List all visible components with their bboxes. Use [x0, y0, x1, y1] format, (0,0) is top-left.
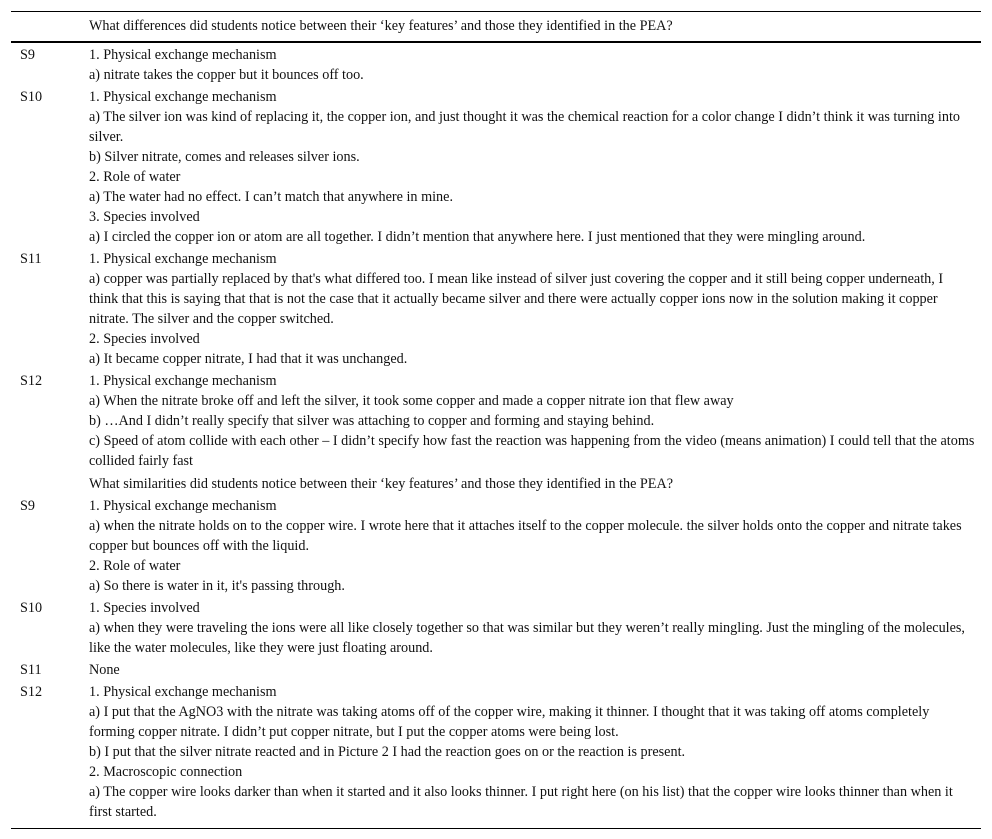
- student-id-cell: S11: [20, 251, 42, 267]
- response-line: a) when they were traveling the ions were all like closely together so that was similar but they weren’t really mingling. Just the mingling of the molecules, like the water molecules, like they were just floating around.: [89, 620, 965, 656]
- response-line: c) Speed of atom collide with each other – I didn’t specify how fast the reaction was happening from the video (means animation) I could tell that the atoms collided fairly fast: [89, 433, 975, 469]
- response-line: a) I put that the AgNO3 with the nitrate was taking atoms off of the copper wire, making it thinner. I thought that it was taking off atoms completely forming copper nitrate. I didn’t put copper nitrate, but I put the copper atoms were being lost.: [89, 704, 930, 740]
- table-body: [11, 42, 981, 829]
- section-header-row: [11, 473, 981, 496]
- response-line: 2. Macroscopic connection: [89, 764, 243, 780]
- header-cell-question: What differences did students notice between their ‘key features’ and those they identified in the PEA?: [80, 12, 981, 43]
- table-row: [11, 682, 981, 829]
- response-line: b) Silver nitrate, comes and releases silver ions.: [89, 149, 360, 165]
- response-line: 1. Physical exchange mechanism: [89, 89, 277, 105]
- response-line: 3. Species involved: [89, 209, 200, 225]
- student-id-cell: [11, 473, 80, 496]
- response-line: a) when the nitrate holds on to the copper wire. I wrote here that it attaches itself to the copper molecule. the silver holds onto the copper and nitrate takes copper but bounces off with the liquid.: [89, 518, 962, 554]
- table-row: [11, 249, 981, 371]
- response-cell: [80, 249, 981, 371]
- response-line: a) The silver ion was kind of replacing it, the copper ion, and just thought it was the chemical reaction for a color change I didn’t think it was turning into silver.: [89, 109, 960, 145]
- response-cell: [80, 371, 981, 473]
- response-line: b) I put that the silver nitrate reacted and in Picture 2 I had the reaction goes on or the reaction is present.: [89, 744, 686, 760]
- response-line: 2. Role of water: [89, 558, 181, 574]
- response-line: a) nitrate takes the copper but it bounces off too.: [89, 67, 364, 83]
- table-row: [11, 660, 981, 682]
- response-line: 2. Role of water: [89, 169, 181, 185]
- response-line: 1. Physical exchange mechanism: [89, 684, 277, 700]
- response-line: 1. Physical exchange mechanism: [89, 251, 277, 267]
- response-line: a) When the nitrate broke off and left the silver, it took some copper and made a copper nitrate ion that flew away: [89, 393, 734, 409]
- response-line: 2. Species involved: [89, 331, 200, 347]
- response-line: 1. Physical exchange mechanism: [89, 47, 277, 63]
- table-row: [11, 87, 981, 249]
- table-row: [11, 598, 981, 660]
- response-line: 1. Species involved: [89, 600, 200, 616]
- response-cell: [80, 87, 981, 249]
- student-id-cell: S9: [20, 498, 35, 514]
- table-row: [11, 371, 981, 473]
- response-line: 1. Physical exchange mechanism: [89, 498, 277, 514]
- response-cell: [80, 682, 981, 829]
- response-line: a) The copper wire looks darker than when it started and it also looks thinner. I put right here (on his list) that the copper wire looks thinner than when it first started.: [89, 784, 953, 820]
- response-line: a) So there is water in it, it's passing through.: [89, 578, 345, 594]
- response-cell: [80, 496, 981, 598]
- table-header-row: [11, 12, 981, 43]
- response-cell: [80, 598, 981, 660]
- student-id-cell: S11: [20, 662, 42, 678]
- response-cell: [80, 42, 981, 87]
- results-table-container: [11, 11, 981, 829]
- student-id-cell: S9: [20, 47, 35, 63]
- student-id-cell: S10: [20, 600, 43, 616]
- response-line: b) …And I didn’t really specify that silver was attaching to copper and forming and staying behind.: [89, 413, 655, 429]
- section-question-cell: [80, 473, 981, 496]
- header-cell-student: [11, 12, 80, 43]
- response-line: What similarities did students notice between their ‘key features’ and those they identified in the PEA?: [89, 476, 674, 492]
- student-id-cell: S12: [20, 373, 43, 389]
- response-line: a) I circled the copper ion or atom are all together. I didn’t mention that anywhere here. I just mentioned that they were mingling around.: [89, 229, 866, 245]
- response-line: a) copper was partially replaced by that's what differed too. I mean like instead of silver just covering the copper and it still being copper underneath, I think that this is saying that that is not the case that it actually became silver and there were actually copper ions now in the solution making it copper nitrate. The silver and the copper switched.: [89, 271, 944, 327]
- response-line: a) It became copper nitrate, I had that it was unchanged.: [89, 351, 408, 367]
- table-row: [11, 496, 981, 598]
- response-line: 1. Physical exchange mechanism: [89, 373, 277, 389]
- response-line: a) The water had no effect. I can’t match that anywhere in mine.: [89, 189, 453, 205]
- student-id-cell: S10: [20, 89, 43, 105]
- table-row: [11, 42, 981, 87]
- student-id-cell: S12: [11, 682, 80, 829]
- response-cell: [80, 660, 981, 682]
- response-line: None: [89, 662, 120, 678]
- results-table: [11, 11, 981, 829]
